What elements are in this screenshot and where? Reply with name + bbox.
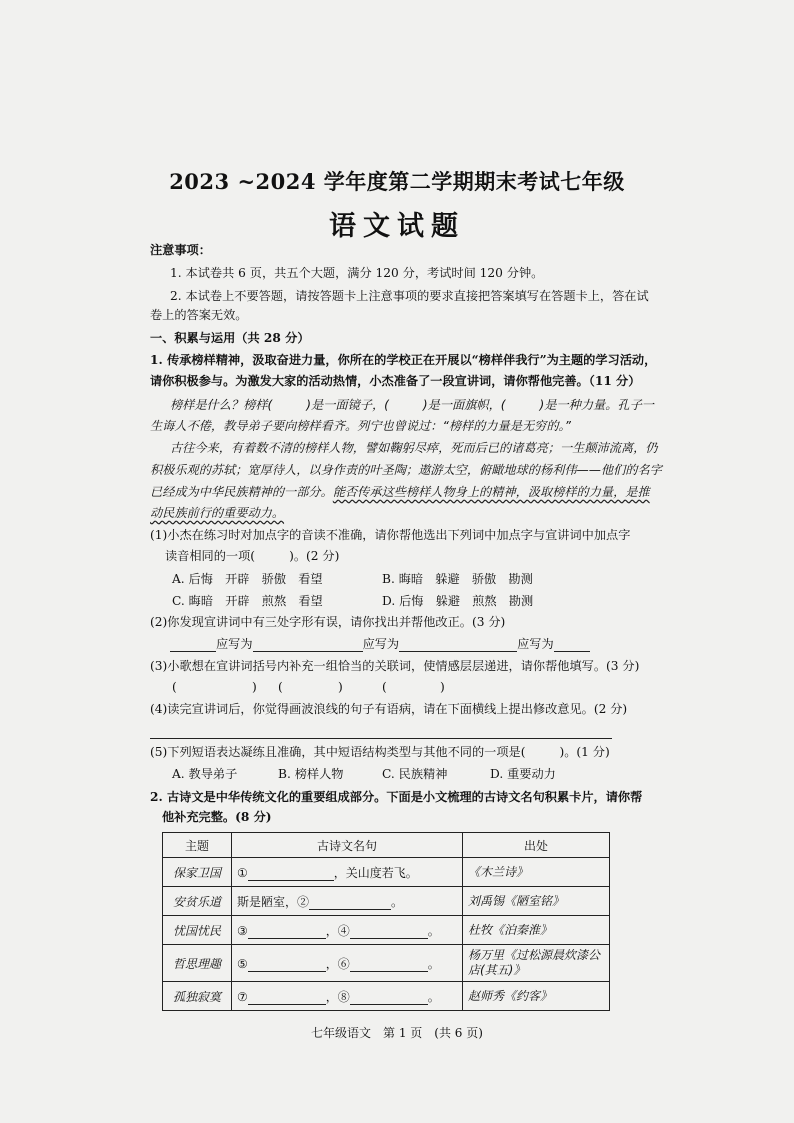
sub1-option-a: A. 后悔 开辟 骄傲 看望 [172, 572, 323, 586]
poem-blank-3 [248, 926, 326, 939]
correction-blank-3 [554, 639, 590, 652]
speech-p2-line1: 古往今来，有着数不清的榜样人物，譬如鞠躬尽瘁，死而后已的诸葛亮；一生颠沛流离，仍 [170, 441, 658, 455]
sub2-answer-row: 应写为 应写为 应写为 [170, 636, 590, 652]
correction-blank-1 [253, 639, 311, 652]
speech-p2-line2: 积极乐观的苏轼；宽厚待人，以身作责的叶圣陶；遨游太空，俯瞰地球的杨利伟——他们的名字 [150, 463, 662, 477]
card-row [163, 916, 610, 945]
typo-blank-1 [170, 639, 216, 652]
card-header-lines: 古诗文名句 [232, 833, 463, 858]
sub5-option-c: C. 民族精神 [382, 767, 448, 781]
poem-blank-8 [350, 992, 428, 1005]
card-header-row [163, 833, 610, 858]
card-lines: ③ ，④ 。 [232, 916, 463, 945]
sub3-paren-1-open: ( [172, 680, 177, 694]
sub5-option-b: B. 榜样人物 [278, 767, 344, 781]
typo-blank-3 [463, 639, 517, 652]
exam-title: 2023 ~2024 学年度第二学期期末考试七年级 [169, 169, 625, 194]
card-row [163, 858, 610, 887]
speech-p1-line1: 榜样是什么？榜样( )是一面镜子，( )是一面旗帜，( )是一种力量。孔子一 [170, 398, 654, 412]
card-header-source: 出处 [463, 833, 610, 858]
sub5-option-a: A. 教导弟子 [172, 767, 238, 781]
poetry-card-table [162, 832, 610, 1011]
card-lines: ① ，关山度若飞。 [232, 858, 463, 887]
sub2-stem: (2)你发现宣讲词中有三处字形有误，请你找出并帮他改正。(3 分) [150, 615, 506, 629]
q2-stem-line1: 2. 古诗文是中华传统文化的重要组成部分。下面是小文梳理的古诗文名句积累卡片，请你帮 [150, 790, 643, 804]
card-theme: 孤独寂寞 [163, 982, 232, 1011]
card-source: 赵师秀《约客》 [463, 982, 610, 1011]
sub3-stem: (3)小歌想在宣讲词括号内补充一组恰当的关联词，使情感层层递进，请你帮他填写。(3 分) [150, 659, 640, 673]
card-source: 刘禹锡《陋室铭》 [463, 887, 610, 916]
card-row [163, 982, 610, 1011]
poem-blank-5 [248, 959, 326, 972]
page-footer: 七年级语文 第 1 页 (共 6 页) [311, 1026, 483, 1040]
sub3-paren-2-open: ( [278, 680, 283, 694]
q1-stem-line1: 1. 传承榜样精神，汲取奋进力量，你所在的学校正在开展以“榜样伴我行”为主题的学习活动， [150, 353, 657, 367]
sub1-stem-line1: (1)小杰在练习时对加点字的音读不准确，请你帮他选出下列词中加点字与宣讲词中加点字 [150, 528, 631, 542]
q1-stem-line2: 请你积极参与。为激发大家的活动热情，小杰准备了一段宣讲词，请你帮他完善。（11 分） [150, 374, 641, 388]
sub1-option-d: D. 后悔 躲避 煎熬 勘测 [382, 594, 534, 608]
card-theme: 忧国忧民 [163, 916, 232, 945]
correction-blank-2 [399, 639, 463, 652]
section1-heading: 一、积累与运用（共 28 分） [150, 331, 310, 345]
notice-item-1: 1. 本试卷共 6 页，共五个大题，满分 120 分，考试时间 120 分钟。 [170, 266, 544, 280]
sub1-stem-line2: 读音相同的一项( )。(2 分) [165, 549, 340, 563]
card-source: 《木兰诗》 [463, 858, 610, 887]
speech-p1-line2: 生诲人不倦，教导弟子要向榜样看齐。列宁也曾说过：“榜样的力量是无穷的。” [150, 419, 571, 433]
poem-blank-4 [350, 926, 428, 939]
notice-item-2-line1: 2. 本试卷上不要答题，请按答题卡上注意事项的要求直接把答案填写在答题卡上，答在试 [170, 289, 649, 303]
card-row [163, 945, 610, 982]
card-lines: ⑦ ，⑧ 。 [232, 982, 463, 1011]
card-source: 杨万里《过松源晨炊漆公店(其五)》 [463, 945, 610, 982]
sub3-paren-1-close: ) [252, 680, 257, 694]
q2-stem-line2: 他补充完整。(8 分) [162, 810, 272, 824]
card-lines: ⑤ ，⑥ 。 [232, 945, 463, 982]
poem-blank-1 [248, 868, 334, 881]
card-source: 杜牧《泊秦淮》 [463, 916, 610, 945]
notice-heading: 注意事项： [150, 243, 211, 257]
sub1-option-c: C. 晦暗 开辟 煎熬 看望 [172, 594, 323, 608]
sub3-paren-3-open: ( [382, 680, 387, 694]
speech-p2-line3: 已经成为中华民族精神的一部分。能否传承这些榜样人物身上的精神，汲取榜样的力量，是推 [150, 485, 650, 499]
sub5-option-d: D. 重要动力 [490, 767, 556, 781]
card-row [163, 887, 610, 916]
wavy-sentence: 能否传承这些榜样人物身上的精神，汲取榜样的力量，是推 [332, 485, 650, 499]
sub3-paren-2-close: ) [338, 680, 343, 694]
poem-blank-2 [309, 897, 391, 910]
sub1-option-b: B. 晦暗 躲避 骄傲 勘测 [382, 572, 533, 586]
exam-subtitle: 语文试题 [329, 211, 465, 242]
poem-blank-6 [350, 959, 428, 972]
sub4-stem: (4)读完宣讲词后，你觉得画波浪线的句子有语病，请在下面横线上提出修改意见。(2 分) [150, 702, 628, 716]
card-theme: 保家卫国 [163, 858, 232, 887]
sub5-stem: (5)下列短语表达凝练且准确，其中短语结构类型与其他不同的一项是( )。(1 分) [150, 745, 610, 759]
card-theme: 哲思理趣 [163, 945, 232, 982]
typo-blank-2 [311, 639, 363, 652]
poem-blank-7 [248, 992, 326, 1005]
sub3-paren-3-close: ) [440, 680, 445, 694]
sub4-answer-line [150, 738, 612, 739]
notice-item-2-line2: 卷上的答案无效。 [150, 308, 248, 322]
card-theme: 安贫乐道 [163, 887, 232, 916]
card-header-theme: 主题 [163, 833, 232, 858]
card-lines: 斯是陋室，② 。 [232, 887, 463, 916]
speech-p2-line4: 动民族前行的重要动力。 [150, 506, 285, 520]
